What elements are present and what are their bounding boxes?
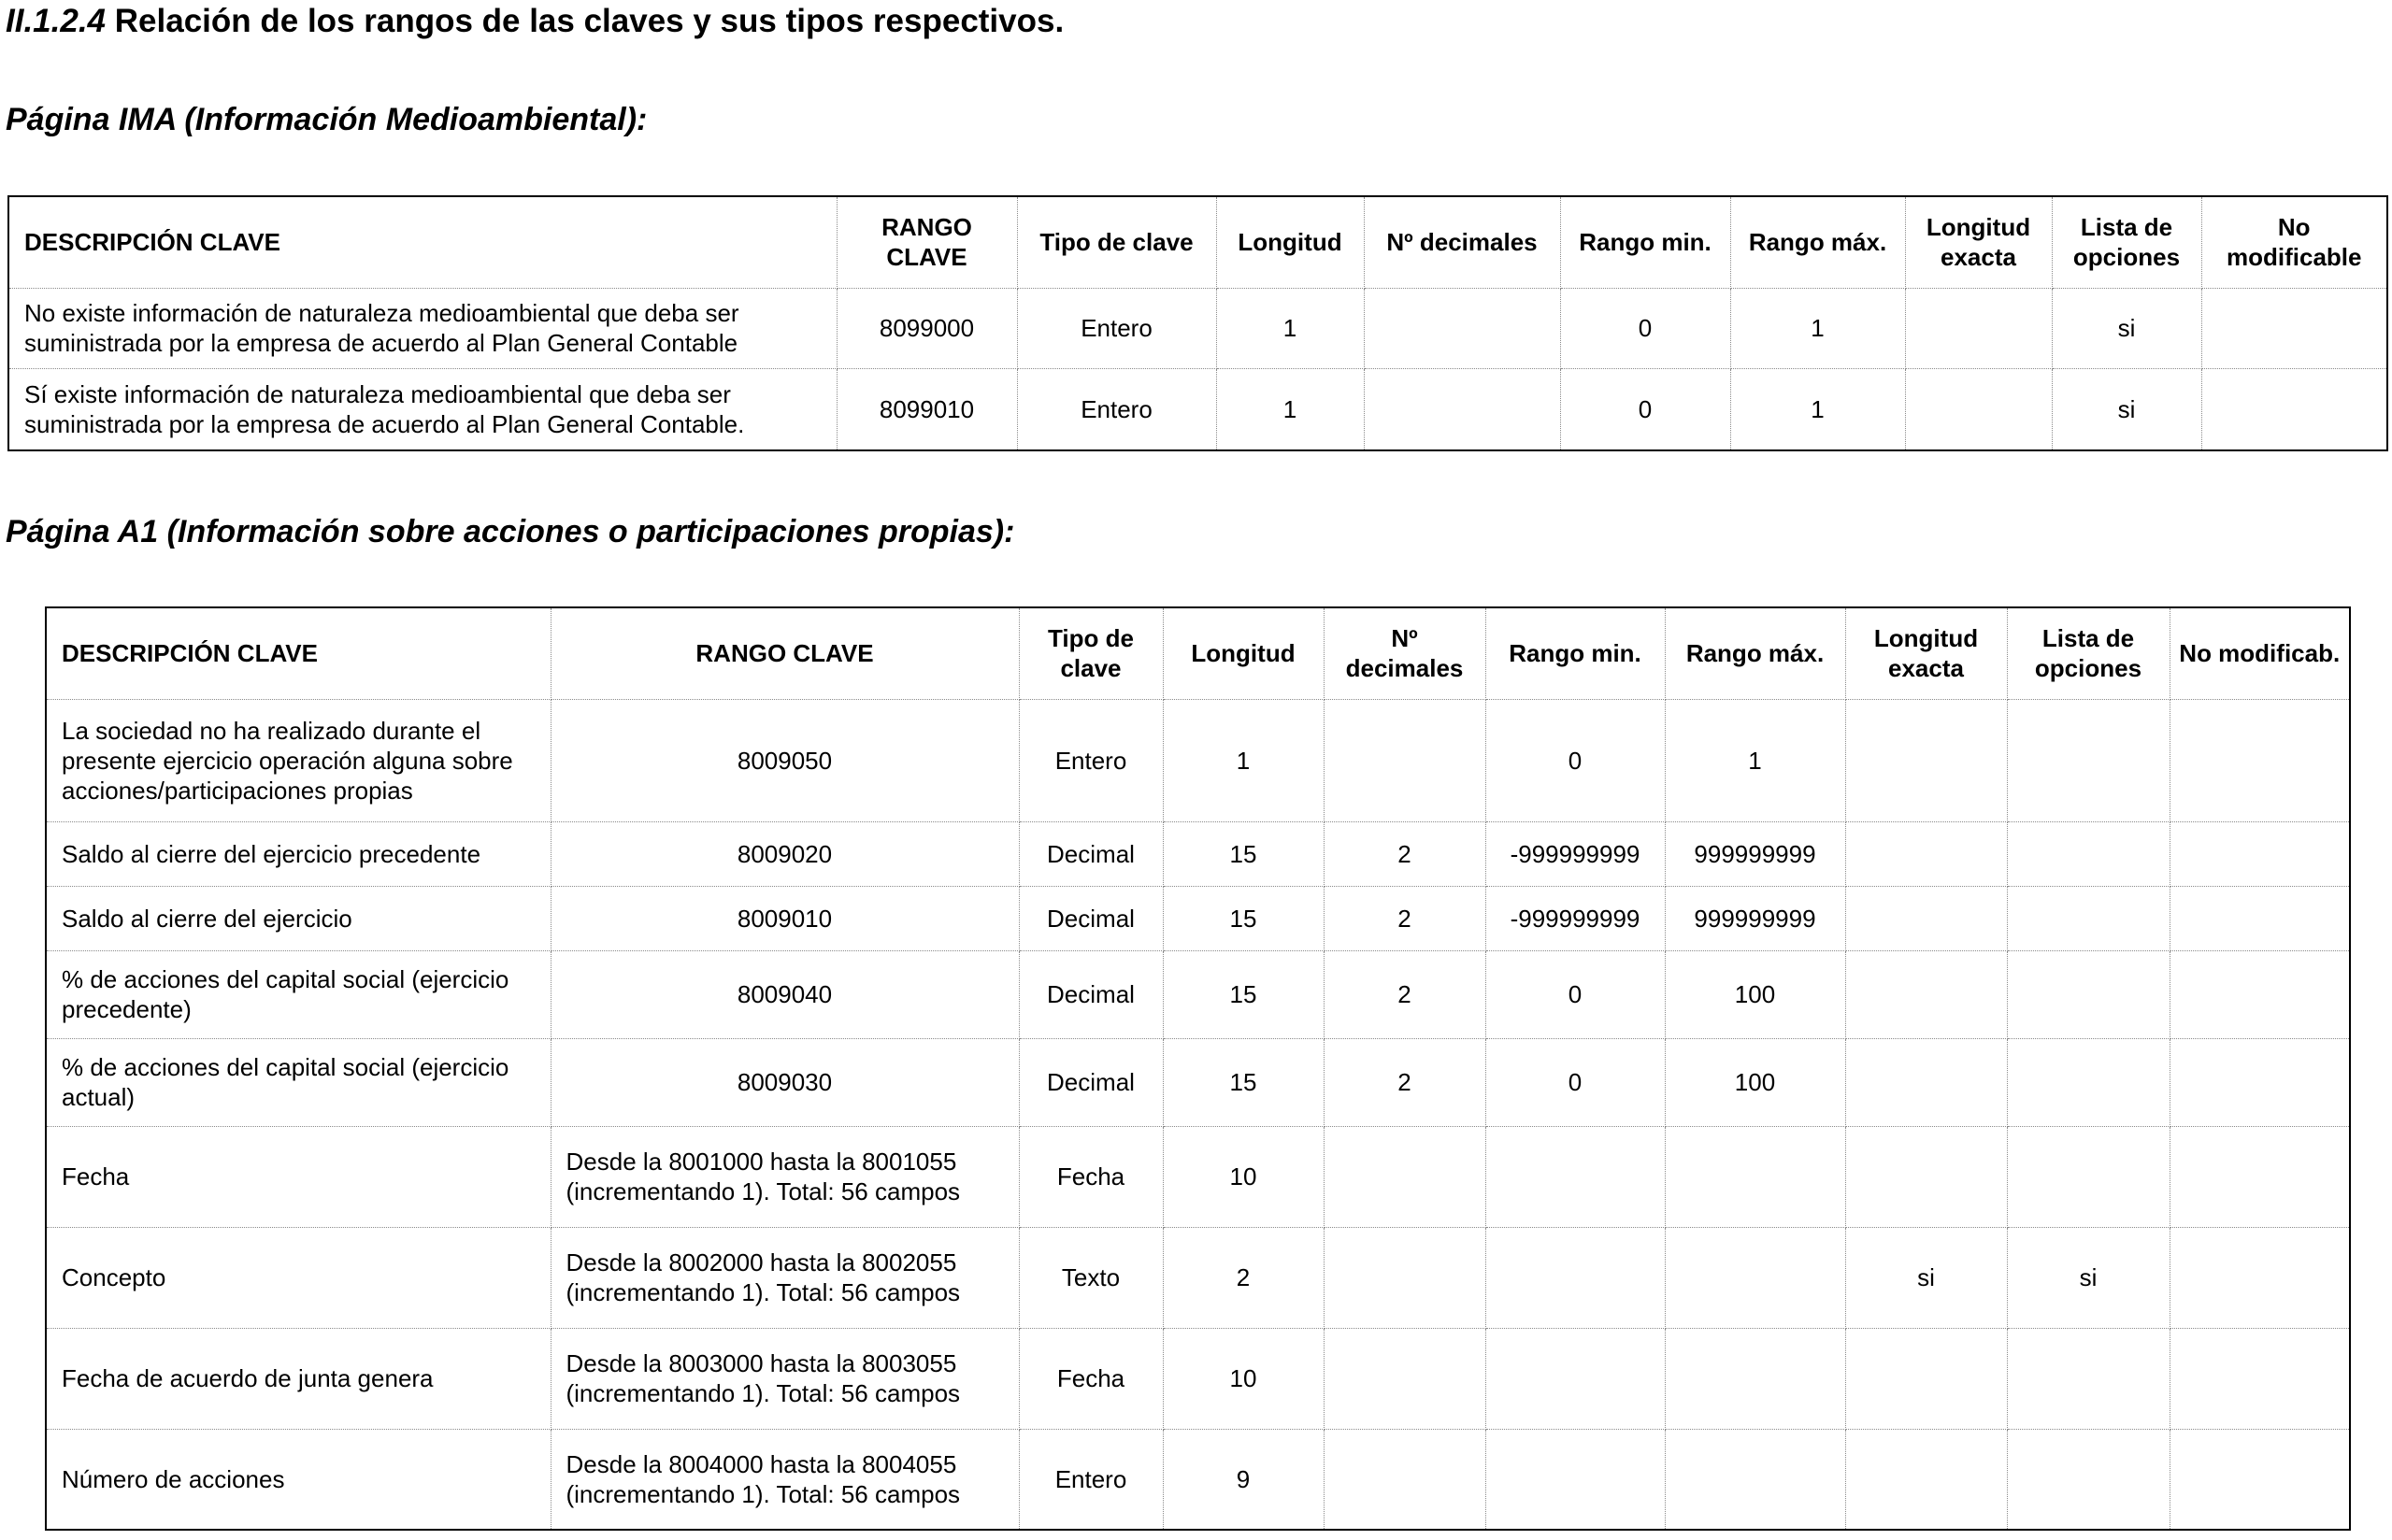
cell-n-decimales <box>1364 368 1560 450</box>
cell-n-decimales: 2 <box>1324 950 1485 1038</box>
cell-longitud: 15 <box>1163 821 1324 886</box>
cell-no-modificable <box>2201 288 2387 368</box>
cell-descripcion-clave: Fecha <box>46 1126 551 1227</box>
header-rango-max: Rango máx. <box>1665 607 1845 699</box>
table-row <box>46 699 2350 821</box>
table-row <box>46 821 2350 886</box>
cell-lista-de-opciones: si <box>2007 1227 2170 1328</box>
table-row <box>46 1429 2350 1530</box>
cell-lista-de-opciones: si <box>2052 368 2201 450</box>
cell-descripcion-clave: No existe información de naturaleza medioambiental que deba ser suministrada por la empresa de acuerdo al Plan General Contable <box>8 288 837 368</box>
cell-lista-de-opciones: si <box>2052 288 2201 368</box>
cell-longitud: 10 <box>1163 1126 1324 1227</box>
header-rango-min: Rango min. <box>1485 607 1665 699</box>
cell-longitud-exacta <box>1845 1126 2007 1227</box>
cell-longitud-exacta <box>1845 1429 2007 1530</box>
cell-descripcion-clave: Fecha de acuerdo de junta genera <box>46 1328 551 1429</box>
cell-descripcion-clave: La sociedad no ha realizado durante el presente ejercicio operación alguna sobre acciones/participaciones propias <box>46 699 551 821</box>
cell-n-decimales <box>1324 1328 1485 1429</box>
header-longitud: Longitud <box>1163 607 1324 699</box>
cell-tipo-de-clave: Decimal <box>1019 1038 1163 1126</box>
cell-longitud-exacta <box>1845 950 2007 1038</box>
cell-tipo-de-clave: Decimal <box>1019 821 1163 886</box>
cell-rango-clave: 8009030 <box>551 1038 1019 1126</box>
cell-lista-de-opciones <box>2007 1038 2170 1126</box>
cell-descripcion-clave: Saldo al cierre del ejercicio <box>46 886 551 950</box>
cell-lista-de-opciones <box>2007 1429 2170 1530</box>
cell-rango-clave: 8009040 <box>551 950 1019 1038</box>
table-row <box>8 288 2387 368</box>
cell-rango-min <box>1485 1126 1665 1227</box>
header-lista-de-opciones: Lista de opciones <box>2052 196 2201 288</box>
cell-descripcion-clave: Concepto <box>46 1227 551 1328</box>
a1-key-table <box>45 606 2351 1531</box>
cell-rango-min: 0 <box>1485 950 1665 1038</box>
header-no-modificable: No modificab. <box>2170 607 2350 699</box>
cell-longitud-exacta: si <box>1845 1227 2007 1328</box>
table-row <box>46 1328 2350 1429</box>
cell-tipo-de-clave: Entero <box>1019 699 1163 821</box>
cell-rango-max <box>1665 1227 1845 1328</box>
header-tipo-de-clave: Tipo de clave <box>1017 196 1216 288</box>
cell-rango-max <box>1665 1126 1845 1227</box>
cell-longitud: 9 <box>1163 1429 1324 1530</box>
header-row <box>8 196 2387 288</box>
cell-no-modificable <box>2201 368 2387 450</box>
cell-longitud: 1 <box>1216 368 1364 450</box>
table-row <box>46 1227 2350 1328</box>
cell-n-decimales: 2 <box>1324 821 1485 886</box>
cell-no-modificable <box>2170 1126 2350 1227</box>
cell-rango-max: 100 <box>1665 950 1845 1038</box>
cell-longitud: 1 <box>1163 699 1324 821</box>
cell-lista-de-opciones <box>2007 886 2170 950</box>
cell-no-modificable <box>2170 1227 2350 1328</box>
cell-longitud-exacta <box>1905 368 2052 450</box>
cell-rango-min: 0 <box>1485 699 1665 821</box>
cell-rango-max: 999999999 <box>1665 821 1845 886</box>
cell-descripcion-clave: % de acciones del capital social (ejercicio precedente) <box>46 950 551 1038</box>
cell-lista-de-opciones <box>2007 1328 2170 1429</box>
cell-longitud: 15 <box>1163 950 1324 1038</box>
cell-rango-min <box>1485 1328 1665 1429</box>
cell-longitud: 2 <box>1163 1227 1324 1328</box>
cell-rango-min: 0 <box>1560 288 1730 368</box>
cell-rango-min <box>1485 1227 1665 1328</box>
header-descripcion-clave: DESCRIPCIÓN CLAVE <box>8 196 837 288</box>
table-row <box>46 950 2350 1038</box>
cell-descripcion-clave: Sí existe información de naturaleza medioambiental que deba ser suministrada por la empresa de acuerdo al Plan General Contable. <box>8 368 837 450</box>
cell-no-modificable <box>2170 1038 2350 1126</box>
cell-tipo-de-clave: Texto <box>1019 1227 1163 1328</box>
cell-n-decimales <box>1324 1227 1485 1328</box>
cell-no-modificable <box>2170 1429 2350 1530</box>
cell-longitud-exacta <box>1845 886 2007 950</box>
cell-longitud: 15 <box>1163 1038 1324 1126</box>
ima-key-table <box>7 195 2388 451</box>
cell-no-modificable <box>2170 950 2350 1038</box>
header-row <box>46 607 2350 699</box>
cell-longitud-exacta <box>1845 1328 2007 1429</box>
cell-descripcion-clave: Saldo al cierre del ejercicio precedente <box>46 821 551 886</box>
cell-rango-clave: 8099000 <box>837 288 1017 368</box>
header-rango-min: Rango min. <box>1560 196 1730 288</box>
section-heading-ima: Página IMA (Información Medioambiental): <box>6 102 648 137</box>
cell-tipo-de-clave: Fecha <box>1019 1126 1163 1227</box>
table-row <box>46 886 2350 950</box>
cell-n-decimales: 2 <box>1324 1038 1485 1126</box>
cell-tipo-de-clave: Entero <box>1017 368 1216 450</box>
cell-no-modificable <box>2170 699 2350 821</box>
header-tipo-de-clave: Tipo de clave <box>1019 607 1163 699</box>
header-rango-max: Rango máx. <box>1730 196 1905 288</box>
section-heading-a1: Página A1 (Información sobre acciones o participaciones propias): <box>6 514 1015 549</box>
cell-rango-min: -999999999 <box>1485 886 1665 950</box>
cell-tipo-de-clave: Entero <box>1019 1429 1163 1530</box>
cell-longitud: 15 <box>1163 886 1324 950</box>
header-n-decimales: Nº decimales <box>1324 607 1485 699</box>
cell-lista-de-opciones <box>2007 821 2170 886</box>
header-longitud: Longitud <box>1216 196 1364 288</box>
cell-no-modificable <box>2170 1328 2350 1429</box>
cell-no-modificable <box>2170 821 2350 886</box>
cell-longitud-exacta <box>1845 699 2007 821</box>
cell-rango-max: 1 <box>1665 699 1845 821</box>
cell-rango-max: 1 <box>1730 368 1905 450</box>
cell-rango-min: 0 <box>1485 1038 1665 1126</box>
cell-tipo-de-clave: Decimal <box>1019 886 1163 950</box>
cell-rango-clave: Desde la 8003000 hasta la 8003055 (incrementando 1). Total: 56 campos <box>551 1328 1019 1429</box>
cell-tipo-de-clave: Decimal <box>1019 950 1163 1038</box>
section-title: Relación de los rangos de las claves y sus tipos respectivos. <box>114 3 1065 39</box>
cell-rango-max <box>1665 1328 1845 1429</box>
cell-descripcion-clave: % de acciones del capital social (ejercicio actual) <box>46 1038 551 1126</box>
cell-rango-clave: 8009050 <box>551 699 1019 821</box>
cell-rango-clave: Desde la 8004000 hasta la 8004055 (incrementando 1). Total: 56 campos <box>551 1429 1019 1530</box>
cell-n-decimales: 2 <box>1324 886 1485 950</box>
table-row <box>46 1126 2350 1227</box>
cell-rango-max: 1 <box>1730 288 1905 368</box>
cell-rango-max: 999999999 <box>1665 886 1845 950</box>
cell-n-decimales <box>1324 699 1485 821</box>
table-row <box>46 1038 2350 1126</box>
cell-lista-de-opciones <box>2007 950 2170 1038</box>
header-descripcion-clave: DESCRIPCIÓN CLAVE <box>46 607 551 699</box>
cell-rango-min <box>1485 1429 1665 1530</box>
header-rango-clave: RANGO CLAVE <box>837 196 1017 288</box>
cell-longitud: 1 <box>1216 288 1364 368</box>
cell-tipo-de-clave: Entero <box>1017 288 1216 368</box>
cell-no-modificable <box>2170 886 2350 950</box>
cell-n-decimales <box>1364 288 1560 368</box>
document-title <box>6 0 1064 43</box>
cell-n-decimales <box>1324 1429 1485 1530</box>
header-longitud-exacta: Longitud exacta <box>1845 607 2007 699</box>
header-lista-de-opciones: Lista de opciones <box>2007 607 2170 699</box>
table-row <box>8 368 2387 450</box>
section-number: II.1.2.4 <box>6 3 107 39</box>
cell-rango-clave: 8009020 <box>551 821 1019 886</box>
cell-descripcion-clave: Número de acciones <box>46 1429 551 1530</box>
cell-tipo-de-clave: Fecha <box>1019 1328 1163 1429</box>
cell-longitud: 10 <box>1163 1328 1324 1429</box>
cell-rango-clave: Desde la 8002000 hasta la 8002055 (incrementando 1). Total: 56 campos <box>551 1227 1019 1328</box>
cell-longitud-exacta <box>1845 821 2007 886</box>
header-no-modificable: No modificable <box>2201 196 2387 288</box>
cell-rango-min: -999999999 <box>1485 821 1665 886</box>
header-longitud-exacta: Longitud exacta <box>1905 196 2052 288</box>
cell-n-decimales <box>1324 1126 1485 1227</box>
header-n-decimales: Nº decimales <box>1364 196 1560 288</box>
cell-longitud-exacta <box>1905 288 2052 368</box>
cell-rango-min: 0 <box>1560 368 1730 450</box>
cell-rango-clave: 8099010 <box>837 368 1017 450</box>
cell-rango-clave: Desde la 8001000 hasta la 8001055 (incrementando 1). Total: 56 campos <box>551 1126 1019 1227</box>
cell-rango-max: 100 <box>1665 1038 1845 1126</box>
cell-lista-de-opciones <box>2007 699 2170 821</box>
header-rango-clave: RANGO CLAVE <box>551 607 1019 699</box>
cell-rango-max <box>1665 1429 1845 1530</box>
cell-lista-de-opciones <box>2007 1126 2170 1227</box>
cell-longitud-exacta <box>1845 1038 2007 1126</box>
cell-rango-clave: 8009010 <box>551 886 1019 950</box>
